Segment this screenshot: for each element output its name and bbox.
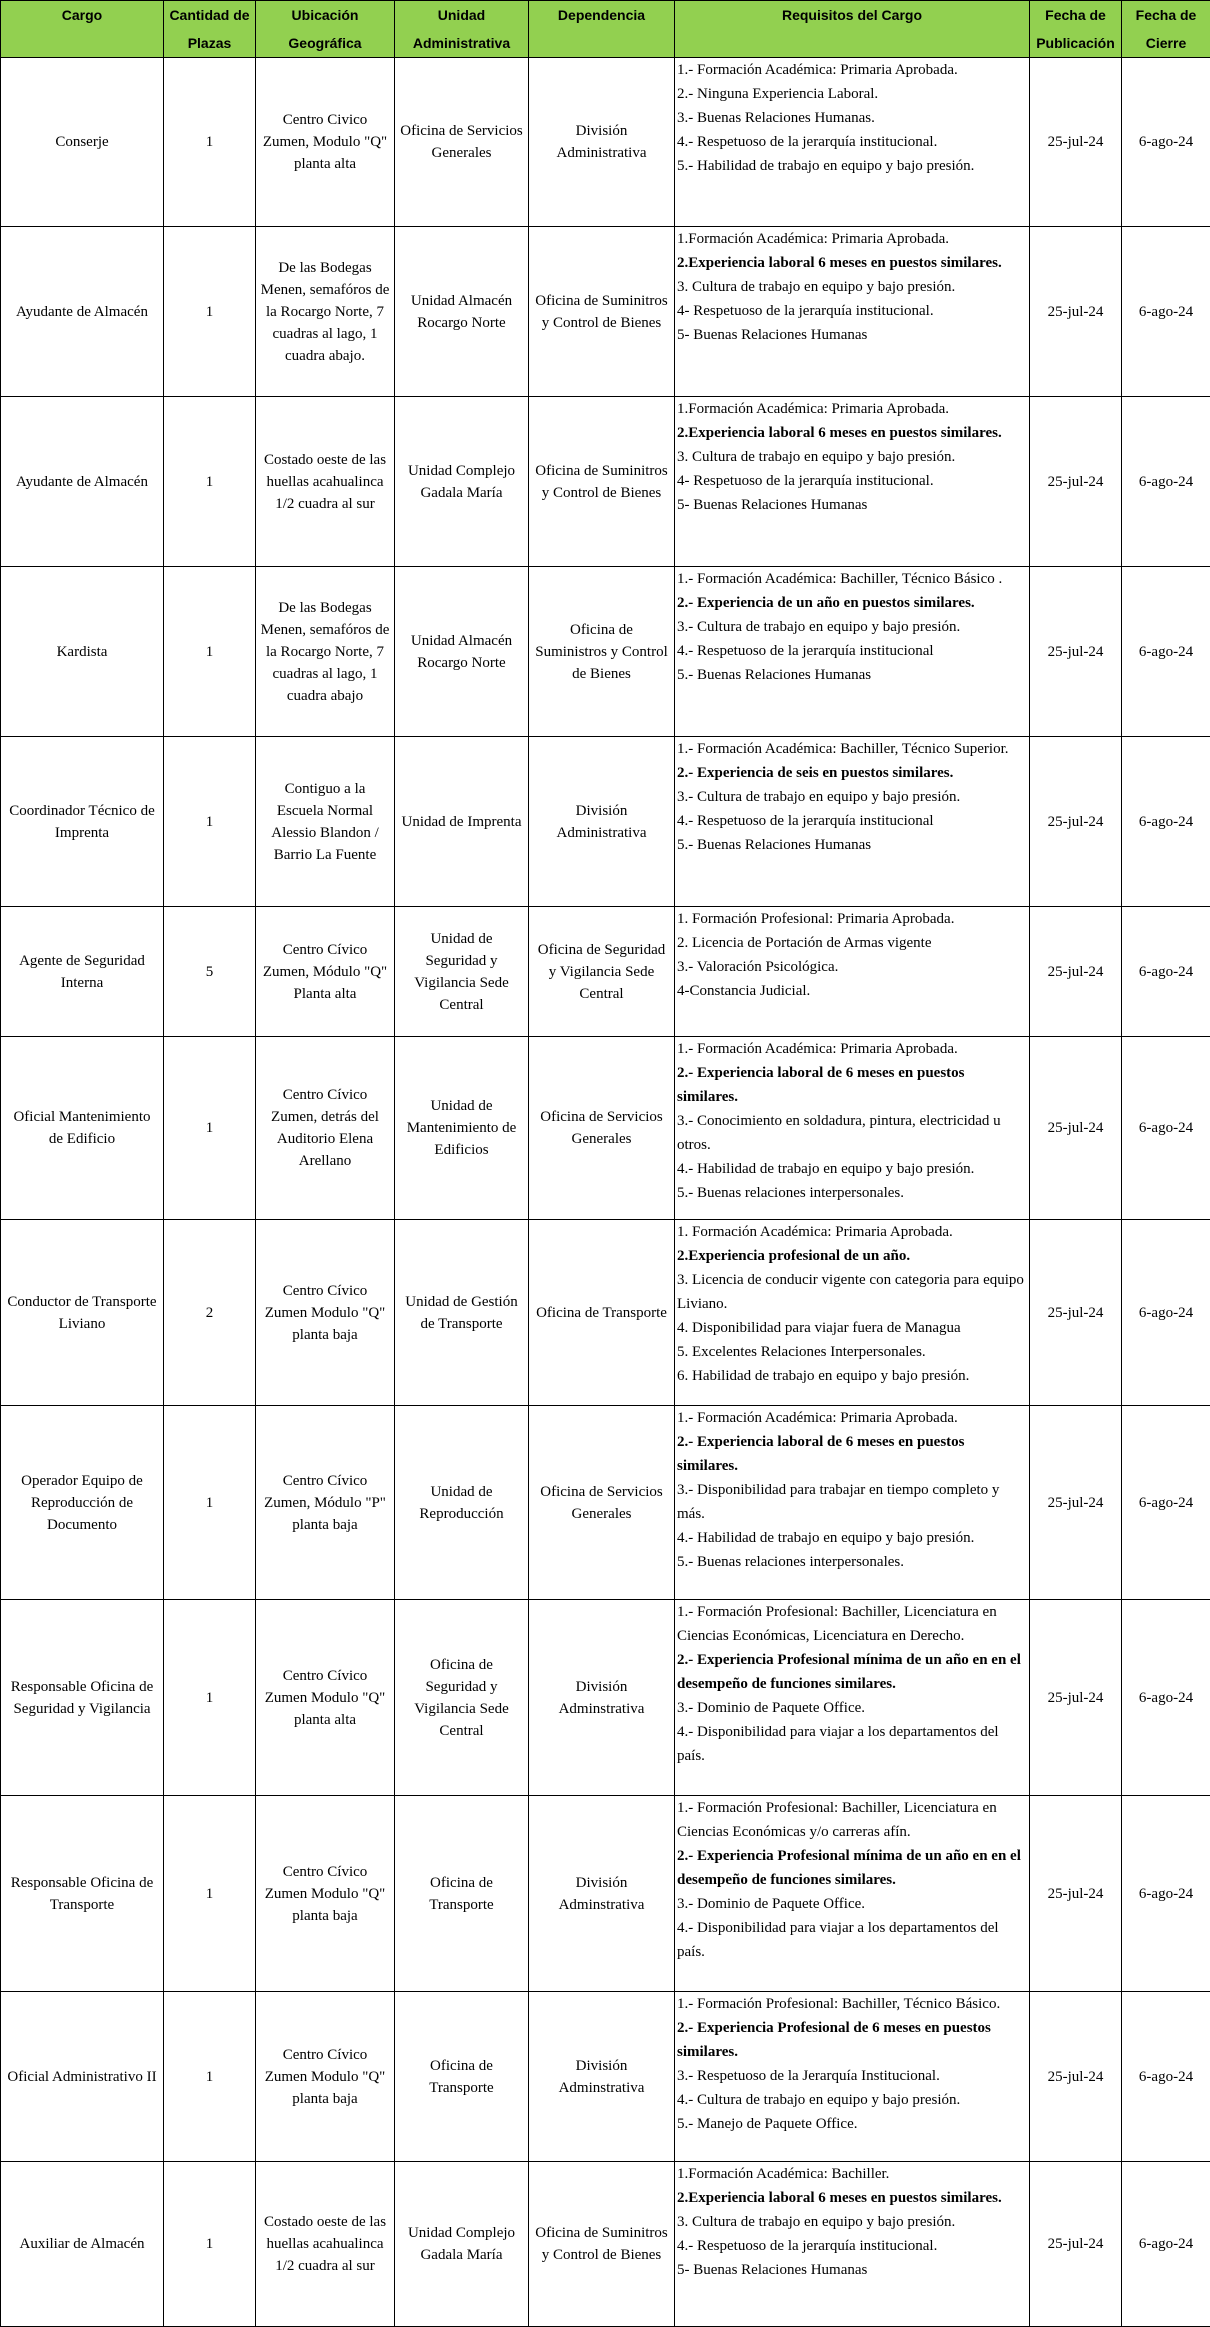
cell-ubicacion: Centro Cívico Zumen, detrás del Auditorio Elena Arellano	[256, 1037, 395, 1220]
header-publicacion: Fecha de Publicación	[1030, 1, 1122, 58]
requirement-item: 3. Cultura de trabajo en equipo y bajo presión.	[677, 275, 1027, 299]
requirement-item: 4- Respetuoso de la jerarquía institucional.	[677, 299, 1027, 323]
requirement-item: 3.- Cultura de trabajo en equipo y bajo presión.	[677, 615, 1027, 639]
requirement-item: 3. Cultura de trabajo en equipo y bajo presión.	[677, 445, 1027, 469]
cell-unidad: Unidad Complejo Gadala María	[395, 397, 529, 567]
cell-plazas: 2	[164, 1220, 256, 1406]
cell-requisitos	[675, 907, 1030, 1037]
cell-cierre: 6-ago-24	[1122, 567, 1210, 737]
requirement-item: 4.- Cultura de trabajo en equipo y bajo presión.	[677, 2088, 1027, 2112]
requirement-item: 4.- Disponibilidad para viajar a los departamentos del país.	[677, 1916, 1027, 1964]
cell-unidad: Unidad Almacén Rocargo Norte	[395, 567, 529, 737]
cell-requisitos	[675, 2162, 1030, 2327]
table-row	[1, 2162, 1210, 2327]
header-cierre: Fecha de Cierre	[1122, 1, 1210, 58]
cell-cargo: Conserje	[1, 58, 164, 227]
cell-dependencia: Oficina de Servicios Generales	[529, 1037, 675, 1220]
requirement-item: 5.- Buenas relaciones interpersonales.	[677, 1550, 1027, 1574]
requirement-item: 3.- Buenas Relaciones Humanas.	[677, 106, 1027, 130]
requirement-item: 1.- Formación Profesional: Bachiller, Licenciatura en Ciencias Económicas, Licenciatura en Derecho.	[677, 1600, 1027, 1648]
cell-cargo: Operador Equipo de Reproducción de Documento	[1, 1406, 164, 1600]
requirement-item: 5- Buenas Relaciones Humanas	[677, 493, 1027, 517]
requirement-item: 3.- Respetuoso de la Jerarquía Institucional.	[677, 2064, 1027, 2088]
requirement-item: 1.- Formación Académica: Bachiller, Técnico Superior.	[677, 737, 1027, 761]
requirement-item: 5.- Habilidad de trabajo en equipo y bajo presión.	[677, 154, 1027, 178]
table-row	[1, 1796, 1210, 1992]
requirement-item: 3.- Cultura de trabajo en equipo y bajo presión.	[677, 785, 1027, 809]
requirement-item: 1. Formación Profesional: Primaria Aprobada.	[677, 907, 1027, 931]
cell-publicacion: 25-jul-24	[1030, 1600, 1122, 1796]
cell-publicacion: 25-jul-24	[1030, 1220, 1122, 1406]
requirement-item: 5- Buenas Relaciones Humanas	[677, 2258, 1027, 2282]
cell-plazas: 1	[164, 1600, 256, 1796]
cell-unidad: Unidad de Seguridad y Vigilancia Sede Central	[395, 907, 529, 1037]
cell-plazas: 1	[164, 567, 256, 737]
cell-cierre: 6-ago-24	[1122, 737, 1210, 907]
requirement-item: 2.- Experiencia Profesional mínima de un año en en el desempeño de funciones similares.	[677, 1844, 1027, 1892]
requirement-item: 5.- Buenas Relaciones Humanas	[677, 833, 1027, 857]
cell-plazas: 1	[164, 1992, 256, 2162]
requirement-item: 4.- Habilidad de trabajo en equipo y bajo presión.	[677, 1157, 1027, 1181]
table-row	[1, 397, 1210, 567]
requirement-item: 1.- Formación Profesional: Bachiller, Técnico Básico.	[677, 1992, 1027, 2016]
table-row	[1, 58, 1210, 227]
cell-cargo: Agente de Seguridad Interna	[1, 907, 164, 1037]
header-plazas: Cantidad de Plazas	[164, 1, 256, 58]
cell-unidad: Unidad de Mantenimiento de Edificios	[395, 1037, 529, 1220]
requirement-item: 1.- Formación Académica: Primaria Aprobada.	[677, 1406, 1027, 1430]
cell-plazas: 1	[164, 227, 256, 397]
cell-plazas: 1	[164, 397, 256, 567]
requirement-item: 3.- Valoración Psicológica.	[677, 955, 1027, 979]
requirement-item: 3. Licencia de conducir vigente con categoria para equipo Liviano.	[677, 1268, 1027, 1316]
requirement-item: 1.- Formación Académica: Primaria Aprobada.	[677, 58, 1027, 82]
cell-ubicacion: Centro Cívico Zumen Modulo "Q" planta baja	[256, 1796, 395, 1992]
cell-unidad: Oficina de Transporte	[395, 1992, 529, 2162]
requirement-item: 5- Buenas Relaciones Humanas	[677, 323, 1027, 347]
cell-publicacion: 25-jul-24	[1030, 907, 1122, 1037]
requirement-item: 2.Experiencia laboral 6 meses en puestos similares.	[677, 251, 1027, 275]
requirement-item: 5.- Manejo de Paquete Office.	[677, 2112, 1027, 2136]
header-requisitos: Requisitos del Cargo	[675, 1, 1030, 58]
cell-publicacion: 25-jul-24	[1030, 1992, 1122, 2162]
requirement-item: 2.Experiencia laboral 6 meses en puestos similares.	[677, 2186, 1027, 2210]
requirement-item: 4-Constancia Judicial.	[677, 979, 1027, 1003]
cell-cierre: 6-ago-24	[1122, 1992, 1210, 2162]
table-row	[1, 227, 1210, 397]
requirement-item: 3.- Dominio de Paquete Office.	[677, 1696, 1027, 1720]
cell-dependencia: Oficina de Suminitros y Control de Bienes	[529, 397, 675, 567]
requirement-item: 5.- Buenas relaciones interpersonales.	[677, 1181, 1027, 1205]
cell-cargo: Ayudante de Almacén	[1, 227, 164, 397]
cell-ubicacion: Centro Civico Zumen, Modulo "Q" planta alta	[256, 58, 395, 227]
cell-publicacion: 25-jul-24	[1030, 1406, 1122, 1600]
cell-cargo: Auxiliar de Almacén	[1, 2162, 164, 2327]
cell-requisitos	[675, 1037, 1030, 1220]
requirement-item: 4- Respetuoso de la jerarquía institucional.	[677, 469, 1027, 493]
cell-ubicacion: Centro Cívico Zumen Modulo "Q" planta baja	[256, 1220, 395, 1406]
cell-unidad: Unidad de Gestión de Transporte	[395, 1220, 529, 1406]
cell-requisitos	[675, 58, 1030, 227]
cell-requisitos	[675, 227, 1030, 397]
cell-dependencia: Oficina de Suminitros y Control de Bienes	[529, 2162, 675, 2327]
cell-publicacion: 25-jul-24	[1030, 58, 1122, 227]
cell-cierre: 6-ago-24	[1122, 1037, 1210, 1220]
requirement-item: 2.- Experiencia Profesional mínima de un año en en el desempeño de funciones similares.	[677, 1648, 1027, 1696]
cell-publicacion: 25-jul-24	[1030, 737, 1122, 907]
cell-cargo: Responsable Oficina de Seguridad y Vigilancia	[1, 1600, 164, 1796]
requirement-item: 6. Habilidad de trabajo en equipo y bajo presión.	[677, 1364, 1027, 1388]
requirement-item: 2.- Experiencia de un año en puestos similares.	[677, 591, 1027, 615]
requirement-item: 4.- Respetuoso de la jerarquía institucional.	[677, 2234, 1027, 2258]
cell-ubicacion: Centro Cívico Zumen, Módulo "Q" Planta alta	[256, 907, 395, 1037]
requirement-item: 2.Experiencia profesional de un año.	[677, 1244, 1027, 1268]
cell-ubicacion: Centro Cívico Zumen Modulo "Q" planta baja	[256, 1992, 395, 2162]
cell-requisitos	[675, 1220, 1030, 1406]
requirement-item: 1.- Formación Académica: Bachiller, Técnico Básico .	[677, 567, 1027, 591]
cell-ubicacion: Centro Cívico Zumen Modulo "Q" planta alta	[256, 1600, 395, 1796]
requirement-item: 2.- Experiencia laboral de 6 meses en puestos similares.	[677, 1430, 1027, 1478]
requirement-item: 1.- Formación Profesional: Bachiller, Licenciatura en Ciencias Económicas y/o carreras afín.	[677, 1796, 1027, 1844]
header-dependencia: Dependencia	[529, 1, 675, 58]
cell-cierre: 6-ago-24	[1122, 397, 1210, 567]
cell-unidad: Unidad de Reproducción	[395, 1406, 529, 1600]
cell-publicacion: 25-jul-24	[1030, 1037, 1122, 1220]
cell-publicacion: 25-jul-24	[1030, 1796, 1122, 1992]
table-row	[1, 567, 1210, 737]
requirement-item: 4.- Respetuoso de la jerarquía institucional.	[677, 130, 1027, 154]
cell-cierre: 6-ago-24	[1122, 1600, 1210, 1796]
cell-cierre: 6-ago-24	[1122, 1796, 1210, 1992]
cell-requisitos	[675, 1600, 1030, 1796]
requirement-item: 4.- Disponibilidad para viajar a los departamentos del país.	[677, 1720, 1027, 1768]
cell-plazas: 1	[164, 1796, 256, 1992]
requirement-item: 4. Disponibilidad para viajar fuera de Managua	[677, 1316, 1027, 1340]
cell-requisitos	[675, 737, 1030, 907]
cell-unidad: Unidad de Imprenta	[395, 737, 529, 907]
cell-requisitos	[675, 397, 1030, 567]
cell-dependencia: Oficina de Suministros y Control de Bienes	[529, 567, 675, 737]
cell-publicacion: 25-jul-24	[1030, 567, 1122, 737]
cell-publicacion: 25-jul-24	[1030, 2162, 1122, 2327]
cell-dependencia: División Adminstrativa	[529, 1992, 675, 2162]
cell-dependencia: Oficina de Transporte	[529, 1220, 675, 1406]
requirement-item: 2.- Experiencia Profesional de 6 meses en puestos similares.	[677, 2016, 1027, 2064]
table-row	[1, 1406, 1210, 1600]
requirement-item: 4.- Habilidad de trabajo en equipo y bajo presión.	[677, 1526, 1027, 1550]
requirement-item: 1. Formación Académica: Primaria Aprobada.	[677, 1220, 1027, 1244]
header-cargo: Cargo	[1, 1, 164, 58]
cell-plazas: 1	[164, 1037, 256, 1220]
cell-dependencia: Oficina de Servicios Generales	[529, 1406, 675, 1600]
cell-dependencia: División Adminstrativa	[529, 1796, 675, 1992]
requirement-item: 2.- Experiencia laboral de 6 meses en puestos similares.	[677, 1061, 1027, 1109]
cell-cargo: Oficial Administrativo II	[1, 1992, 164, 2162]
cell-cargo: Oficial Mantenimiento de Edificio	[1, 1037, 164, 1220]
requirement-item: 4.- Respetuoso de la jerarquía institucional	[677, 639, 1027, 663]
requirement-item: 2.- Ninguna Experiencia Laboral.	[677, 82, 1027, 106]
cell-ubicacion: De las Bodegas Menen, semafóros de la Rocargo Norte, 7 cuadras al lago, 1 cuadra abajo.	[256, 227, 395, 397]
table-row	[1, 1600, 1210, 1796]
cell-cargo: Ayudante de Almacén	[1, 397, 164, 567]
cell-requisitos	[675, 1796, 1030, 1992]
cell-ubicacion: Centro Cívico Zumen, Módulo "P" planta baja	[256, 1406, 395, 1600]
cell-cierre: 6-ago-24	[1122, 2162, 1210, 2327]
cell-cargo: Kardista	[1, 567, 164, 737]
cell-ubicacion: Costado oeste de las huellas acahualinca 1/2 cuadra al sur	[256, 397, 395, 567]
cell-ubicacion: Contiguo a la Escuela Normal Alessio Blandon / Barrio La Fuente	[256, 737, 395, 907]
cell-cierre: 6-ago-24	[1122, 227, 1210, 397]
requirement-item: 5. Excelentes Relaciones Interpersonales.	[677, 1340, 1027, 1364]
cell-publicacion: 25-jul-24	[1030, 397, 1122, 567]
cell-dependencia: Oficina de Suminitros y Control de Bienes	[529, 227, 675, 397]
requirement-item: 1.Formación Académica: Primaria Aprobada.	[677, 397, 1027, 421]
requirement-item: 3. Cultura de trabajo en equipo y bajo presión.	[677, 2210, 1027, 2234]
cell-plazas: 1	[164, 1406, 256, 1600]
requirement-item: 5.- Buenas Relaciones Humanas	[677, 663, 1027, 687]
cell-cierre: 6-ago-24	[1122, 907, 1210, 1037]
table-row	[1, 1992, 1210, 2162]
cell-dependencia: División Administrativa	[529, 737, 675, 907]
requirement-item: 4.- Respetuoso de la jerarquía institucional	[677, 809, 1027, 833]
table-row	[1, 737, 1210, 907]
cell-cargo: Coordinador Técnico de Imprenta	[1, 737, 164, 907]
cell-cierre: 6-ago-24	[1122, 1220, 1210, 1406]
cell-dependencia: División Adminstrativa	[529, 1600, 675, 1796]
requirement-item: 1.Formación Académica: Primaria Aprobada.	[677, 227, 1027, 251]
cell-unidad: Oficina de Seguridad y Vigilancia Sede Central	[395, 1600, 529, 1796]
cell-unidad: Oficina de Servicios Generales	[395, 58, 529, 227]
cell-publicacion: 25-jul-24	[1030, 227, 1122, 397]
requirement-item: 3.- Disponibilidad para trabajar en tiempo completo y más.	[677, 1478, 1027, 1526]
requirement-item: 1.Formación Académica: Bachiller.	[677, 2162, 1027, 2186]
requirement-item: 2.- Experiencia de seis en puestos similares.	[677, 761, 1027, 785]
cell-unidad: Unidad Complejo Gadala María	[395, 2162, 529, 2327]
cell-cierre: 6-ago-24	[1122, 1406, 1210, 1600]
table-row	[1, 1220, 1210, 1406]
requirement-item: 3.- Conocimiento en soldadura, pintura, electricidad u otros.	[677, 1109, 1027, 1157]
requirement-item: 1.- Formación Académica: Primaria Aprobada.	[677, 1037, 1027, 1061]
cell-cargo: Responsable Oficina de Transporte	[1, 1796, 164, 1992]
cell-unidad: Oficina de Transporte	[395, 1796, 529, 1992]
header-ubicacion: Ubicación Geográfica	[256, 1, 395, 58]
requirement-item: 3.- Dominio de Paquete Office.	[677, 1892, 1027, 1916]
header-unidad: Unidad Administrativa	[395, 1, 529, 58]
table-row	[1, 1037, 1210, 1220]
table-body	[1, 58, 1210, 2327]
cell-requisitos	[675, 567, 1030, 737]
cell-cargo: Conductor de Transporte Liviano	[1, 1220, 164, 1406]
cell-requisitos	[675, 1992, 1030, 2162]
cell-requisitos	[675, 1406, 1030, 1600]
cell-dependencia: Oficina de Seguridad y Vigilancia Sede Central	[529, 907, 675, 1037]
cell-plazas: 5	[164, 907, 256, 1037]
table-row	[1, 907, 1210, 1037]
cell-ubicacion: De las Bodegas Menen, semafóros de la Rocargo Norte, 7 cuadras al lago, 1 cuadra abajo	[256, 567, 395, 737]
cell-ubicacion: Costado oeste de las huellas acahualinca 1/2 cuadra al sur	[256, 2162, 395, 2327]
cell-plazas: 1	[164, 737, 256, 907]
cell-unidad: Unidad Almacén Rocargo Norte	[395, 227, 529, 397]
cell-cierre: 6-ago-24	[1122, 58, 1210, 227]
requirement-item: 2. Licencia de Portación de Armas vigente	[677, 931, 1027, 955]
requirement-item: 2.Experiencia laboral 6 meses en puestos similares.	[677, 421, 1027, 445]
cell-plazas: 1	[164, 2162, 256, 2327]
header-row	[1, 1, 1210, 58]
cell-plazas: 1	[164, 58, 256, 227]
cell-dependencia: División Administrativa	[529, 58, 675, 227]
